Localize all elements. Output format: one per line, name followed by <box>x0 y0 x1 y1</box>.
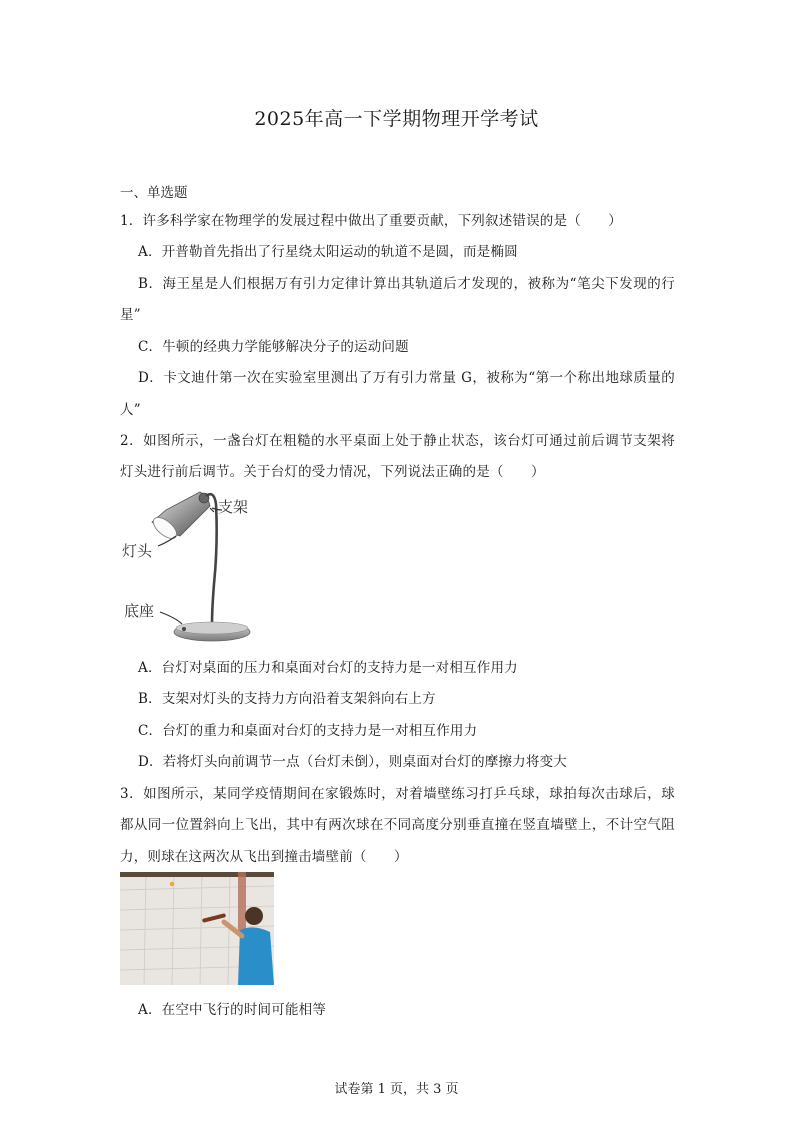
question-3-stem-line-1: 3．如图所示，某同学疫情期间在家锻炼时，对着墙壁练习打乒乓球，球拍每次击球后，球 <box>120 786 675 802</box>
question-1-option-c: C．牛顿的经典力学能够解决分子的运动问题 <box>138 339 409 355</box>
question-1-stem: 1．许多科学家在物理学的发展过程中做出了重要贡献，下列叙述错误的是（ ） <box>120 213 622 229</box>
page-footer: 试卷第 1 页，共 3 页 <box>334 1082 459 1097</box>
question-2-stem-line-1: 2．如图所示，一盏台灯在粗糙的水平桌面上处于静止状态，该台灯可通过前后调节支架将 <box>120 433 675 449</box>
page-title: 2025年高一下学期物理开学考试 <box>254 108 539 130</box>
question-3-stem-line-2: 都从同一位置斜向上飞出，其中有两次球在不同高度分别垂直撞在竖直墙壁上，不计空气阻 <box>120 817 675 833</box>
question-2-option-c: C．台灯的重力和桌面对台灯的支持力是一对相互作用力 <box>138 723 478 739</box>
bracket-label: 支架 <box>218 498 249 516</box>
section-heading: 一、单选题 <box>120 185 188 201</box>
lamp-bracket-shape <box>206 494 217 624</box>
question-1-option-b-continued: 星” <box>120 307 141 323</box>
question-1-option-d: D．卡文迪什第一次在实验室里测出了万有引力常量 G，被称为“第一个称出地球质量的 <box>138 370 675 386</box>
question-1-option-a: A．开普勒首先指出了行星绕太阳运动的轨道不是圆，而是椭圆 <box>138 244 518 260</box>
question-2-option-b: B．支架对灯头的支持力方向沿着支架斜向右上方 <box>138 691 436 707</box>
question-2-option-d: D．若将灯头向前调节一点（台灯未倒），则桌面对台灯的摩擦力将变大 <box>138 754 567 770</box>
question-2-option-a: A．台灯对桌面的压力和桌面对台灯的支持力是一对相互作用力 <box>138 660 518 676</box>
question-3-stem-line-3: 力，则球在这两次从飞出到撞击墙壁前（ ） <box>120 849 408 865</box>
question-3-option-a: A．在空中飞行的时间可能相等 <box>138 1002 327 1018</box>
table-tennis-photo <box>120 872 274 985</box>
question-2-stem-line-2: 灯头进行前后调节。关于台灯的受力情况，下列说法正确的是（ ） <box>120 464 545 480</box>
question-1-option-d-continued: 人” <box>120 402 141 418</box>
desk-lamp-figure <box>118 484 268 644</box>
lamp-head-label: 灯头 <box>122 542 153 560</box>
table-tennis-photo-illustration <box>120 872 274 985</box>
base-label: 底座 <box>124 602 155 620</box>
question-1-option-b: B．海王星是人们根据万有引力定律计算出其轨道后才发现的，被称为“笔尖下发现的行 <box>138 276 675 292</box>
